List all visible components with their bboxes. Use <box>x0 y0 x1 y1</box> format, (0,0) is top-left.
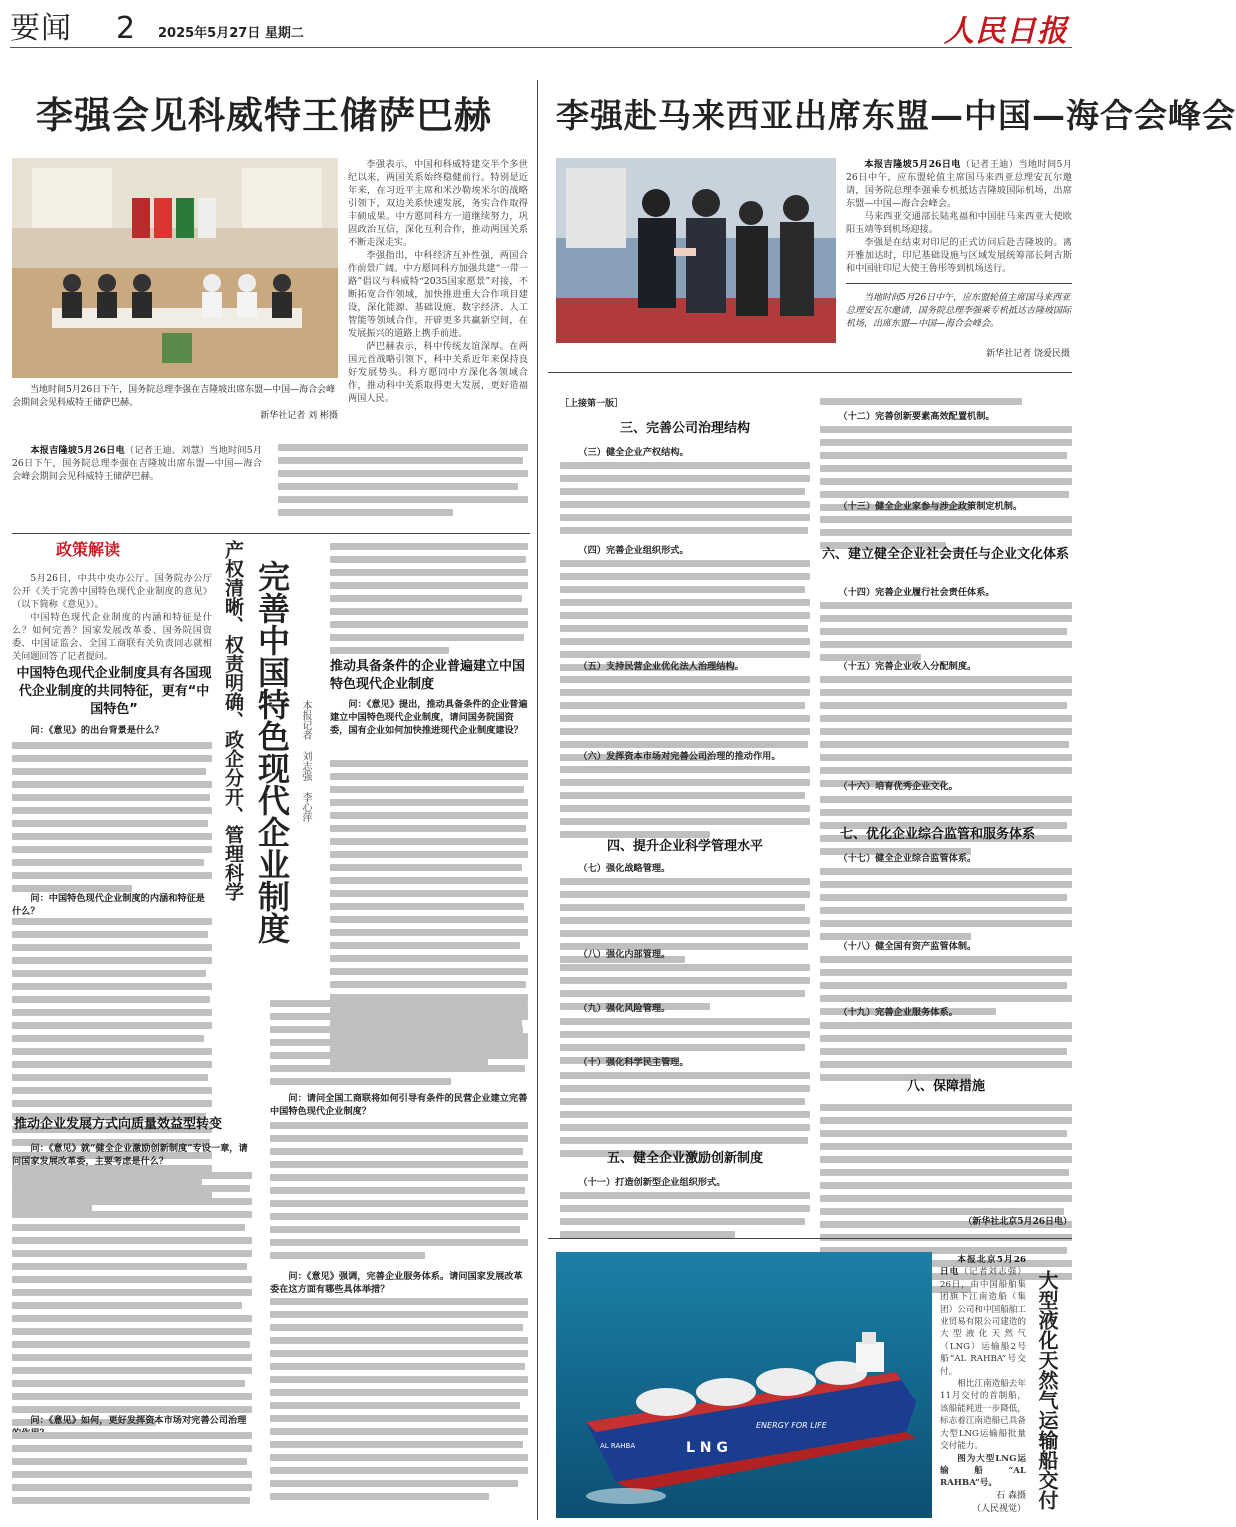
sec5-lines-a <box>560 1192 810 1238</box>
policy-q4: 问：《意见》如何，更好发挥资本市场对完善公司治理 <box>30 1415 247 1426</box>
policy-intro-1: 5月26日，中共中央办公厅、国务院办公厅公开《关于完善中国特色现代企业制度的意见》（以下简称《意见》）。 <box>12 573 212 610</box>
item19-lines <box>820 1022 1072 1081</box>
policy-q3: 问：《意见》就“健全企业激励创新制度”专设一章，请问国家发展改革委，主要考虑是什么？ <box>12 1143 248 1167</box>
item-8: （八）强化内部管理。 <box>578 949 671 960</box>
lng-lead: 26日，由中国船舶集团旗下江南造船（集团）公司和中国船舶工业贸易有限公司建造的大型液化天然气（LNG）运输船2号船“AL RAHBA”号交付。 <box>940 1279 1026 1377</box>
caption-rule <box>846 283 1072 284</box>
malaysia-story <box>846 158 1072 275</box>
item-13: （十三）健全企业家参与涉企政策制定机制。 <box>838 501 1023 512</box>
item14-lines <box>820 602 1072 661</box>
section-rule <box>12 533 530 534</box>
item-3: （三）健全企业产权结构。 <box>578 447 689 458</box>
xinhua-end-note: （新华社北京5月26日电） <box>963 1217 1072 1227</box>
policy-subhead-1: 中国特色现代企业制度具有各国现代企业制度的共同特征，更有“中国特色” <box>16 666 212 717</box>
kuwait-para2: 李强表示，中国和科威特建交半个多世纪以来，两国关系始终稳健前行。特别是近年来，在习近平主席和米沙勒埃米尔的战略引领下，双边关系快速发展，务实合作取得丰硕成果。中方愿同科方一道继续努力，巩固政治互信，深化互利合作，推动两国关系不断走深走实。 <box>348 159 528 248</box>
heading-section-8: 八、保障措施 <box>906 1079 985 1094</box>
kuwait-dateline: 本报吉隆坡5月26日电 <box>30 445 125 456</box>
lng-ship-photo <box>556 1252 932 1518</box>
newspaper-logo: 人民日报 <box>944 14 1068 49</box>
policy-tag: 政策解读 <box>56 540 121 559</box>
kuwait-para3: 李强指出，中科经济互补性强，两国合作前景广阔。中方愿同科方加强共建“一带一路”倡议与科威特“2035国家愿景”对接，不断拓宽合作领域，加快推进重大合作项目建设，深化能源、基础设施、数字经济、人工智能等领域合作，开辟更多共赢新空间，在发展振兴的道路上携手前进。 <box>348 250 528 339</box>
section-rule-right <box>548 372 1072 373</box>
policy-a7-lines <box>270 1298 528 1500</box>
lng-caption: 图为大型LNG运输船“AL RAHBA”号。 <box>940 1453 1026 1489</box>
heading-section-6: 六、建立健全企业社会责任与企业文化体系 <box>822 547 1070 562</box>
item-4: （四）完善企业组织形式。 <box>578 545 689 556</box>
sec3-col2-top <box>820 398 1072 405</box>
lng-story <box>940 1254 1026 1516</box>
section-rule-bottom <box>548 1238 1072 1239</box>
lng-credit: 石 森摄 <box>996 1490 1026 1501</box>
policy-intro <box>12 572 212 663</box>
sec3-lines-b <box>560 560 810 671</box>
lng-dateline: 本报北京5月26日电 <box>940 1255 1026 1278</box>
heading-section-4: 四、提升企业科学管理水平 <box>606 839 763 854</box>
airport-photo <box>556 158 836 343</box>
kuwait-story-lead <box>12 444 262 483</box>
policy-q2: 问：中国特色现代企业制度的内涵和特征是什么？ <box>12 893 205 917</box>
section-name: 要闻 <box>10 11 72 46</box>
policy-a6-lines <box>270 1122 528 1259</box>
kuwait-lead: 当地时间5月26日下午，国务院总理李强在吉隆坡出席东盟—中国—海合会峰会期间会见科威特王储萨巴赫。 <box>12 445 262 482</box>
policy-subhead-3: 推动具备条件的企业普遍建立中国特色现代企业制度 <box>330 659 526 692</box>
item17-lines <box>820 868 1072 940</box>
sec3-lines-a <box>560 462 810 534</box>
sec3-lines-d <box>560 766 810 838</box>
malaysia-para3: 李强是在结束对印尼的正式访问后赴吉隆坡的。离开雅加达时，印尼基础设施与区域发展统筹部长阿古斯和中国驻印尼大使王鲁彤等到机场送行。 <box>846 237 1072 274</box>
item-17: （十七）健全企业综合监管体系。 <box>838 853 977 864</box>
kuwait-reporters: （记者王迪、刘慧） <box>124 445 210 456</box>
policy-q5: 问：《意见》提出，推动具备条件的企业普遍建立中国特色现代企业制度，请问国务院国资委，国有企业如何加快推进现代企业制度建设？ <box>330 699 528 736</box>
kuwait-body-lines <box>278 444 528 516</box>
item-11: （十一）打造创新型企业组织形式。 <box>578 1177 726 1188</box>
policy-reporters: 本报记者 刘志强 李心萍 <box>300 700 311 822</box>
lng-source: （人民视觉） <box>971 1503 1026 1514</box>
policy-main-title: 完善中国特色现代企业制度 <box>253 560 291 944</box>
page-number: 2 <box>116 11 136 46</box>
malaysia-dateline: 本报吉隆坡5月26日电 <box>864 159 961 170</box>
headline-malaysia-summit: 李强赴马来西亚出席东盟—中国—海合会峰会 <box>556 96 1236 135</box>
item15-lines <box>820 676 1072 787</box>
item-9: （九）强化风险管理。 <box>578 1003 671 1014</box>
policy-col3-mid-lines <box>270 1000 528 1085</box>
ship-hull-lng: L N G <box>686 1440 728 1456</box>
headline-kuwait-meeting: 李强会见科威特王储萨巴赫 <box>36 94 492 137</box>
item-6: （六）发挥资本市场对完善公司治理的推动作用。 <box>578 751 781 762</box>
sec3-lines-c <box>560 676 810 761</box>
lng-headline: 大型液化天然气运输船交付 <box>1035 1270 1059 1510</box>
item-19: （十九）完善企业服务体系。 <box>838 1007 958 1018</box>
policy-col3-top-lines <box>330 543 528 654</box>
item12-lines <box>820 426 1072 511</box>
date-line: 2025年5月27日 星期二 <box>158 26 304 41</box>
policy-q6: 问：请问全国工商联将如何引导有条件的民营企业建立完善中国特色现代企业制度？ <box>270 1093 528 1117</box>
item-5: （五）支持民营企业优化法人治理结构。 <box>578 661 744 672</box>
policy-side-title: 产权清晰、权责明确、政企分开、管理科学 <box>222 540 244 901</box>
policy-a3-lines <box>12 1172 252 1426</box>
column-divider <box>537 80 538 1520</box>
policy-subhead-2: 推动企业发展方式向质量效益型转变 <box>14 1117 223 1132</box>
policy-q7: 问：《意见》强调，完善企业服务体系。请问国家发展改革委在这方面有哪些具体举措？ <box>270 1271 523 1295</box>
item-16: （十六）培育优秀企业文化。 <box>838 781 958 792</box>
meeting-photo <box>12 158 338 378</box>
kuwait-para4: 萨巴赫表示，科中传统友谊深厚。在两国元首战略引领下，科中关系近年来保持良好发展势头。科方愿同中方深化各领域合作，推动科中关系取得更大发展，更好造福两国人民。 <box>348 341 528 404</box>
meeting-photo-caption: 当地时间5月26日下午，国务院总理李强在吉隆坡出席东盟—中国—海合会峰会期间会见科威特王储萨巴赫。 <box>12 385 336 408</box>
ship-slogan: ENERGY FOR LIFE <box>756 1421 827 1430</box>
sec4-lines-d <box>560 1072 810 1157</box>
item-12: （十二）完善创新要素高效配置机制。 <box>838 411 995 422</box>
policy-a4-lines <box>12 1432 252 1504</box>
ship-hull-name: AL RAHBA <box>600 1442 636 1450</box>
heading-section-3: 三、完善公司治理结构 <box>619 421 750 436</box>
airport-photo-credit: 新华社记者 饶爱民摄 <box>986 349 1070 359</box>
policy-intro-2: 中国特色现代企业制度的内涵和特征是什么？如何完善？国家发展改革委、国务院国资委、中国证监会、全国工商联有关负责同志就相关问题回答了记者提问。 <box>12 612 212 662</box>
lng-para2: 相比江南造船去年11月交付的首制船，该船能耗进一步降低，标志着江南造船已具备大型LNG运输船批量交付能力。 <box>940 1379 1026 1452</box>
malaysia-reporters: （记者王迪） <box>960 159 1019 170</box>
policy-a1-lines <box>12 742 212 892</box>
heading-section-7: 七、优化企业综合监管和服务体系 <box>840 827 1036 842</box>
policy-q1: 问：《意见》的出台背景是什么？ <box>30 725 164 736</box>
heading-section-5: 五、健全企业激励创新制度 <box>606 1151 763 1166</box>
item-7: （七）强化战略管理。 <box>578 863 671 874</box>
lng-reporters: （记者刘志强） <box>959 1267 1026 1278</box>
item-14: （十四）完善企业履行社会责任体系。 <box>838 587 995 598</box>
malaysia-lead: 当地时间5月26日中午，应东盟轮值主席国马来西亚总理安瓦尔邀请，国务院总理李强乘专机抵达吉隆坡国际机场，出席东盟—中国—海合会峰会。 <box>846 159 1072 209</box>
item-18: （十八）健全国有资产监管体制。 <box>838 941 977 952</box>
continued-from: ［上接第一版］ <box>560 399 624 409</box>
malaysia-para2: 马来西亚交通部长陆兆福和中国驻马来西亚大使欧阳玉靖等到机场迎接。 <box>846 211 1072 235</box>
item-15: （十五）完善企业收入分配制度。 <box>838 661 977 672</box>
item-10: （十）强化科学民主管理。 <box>578 1057 689 1068</box>
airport-photo-caption: 当地时间5月26日中午，应东盟轮值主席国马来西亚总理安瓦尔邀请，国务院总理李强乘专机抵达吉隆坡国际机场，出席东盟—中国—海合会峰会。 <box>846 293 1072 329</box>
item13-lines <box>820 516 1072 549</box>
kuwait-story-col1 <box>348 158 528 405</box>
meeting-photo-credit: 新华社记者 刘 彬摄 <box>260 411 338 421</box>
